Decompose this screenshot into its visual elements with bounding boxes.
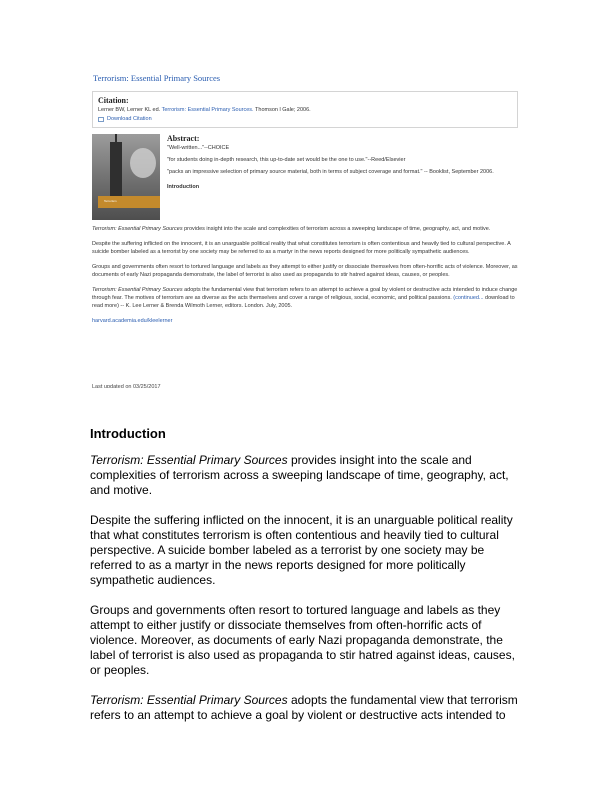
paragraph-text: download to read more) -- K. Lee Lerner & Brenda Wilmoth Lerner, editors. London. July, 2005. xyxy=(92,294,515,309)
citation-link[interactable]: Terrorism: Essential Primary Sources. xyxy=(161,107,254,113)
document-paragraph: Despite the suffering inflicted on the innocent, it is an unarguable political reality that what constitutes terrorism is often contentious and heavily tied to cultural perspective. A suicide bomber labeled as a terrorist by one society may be referred to as a martyr in the news reports designed for more politically sympathetic audiences. xyxy=(90,513,513,587)
citation-prefix: Lerner BW, Lerner KL ed. xyxy=(98,107,162,113)
download-citation-label[interactable]: Download Citation xyxy=(107,116,152,122)
abstract-quote: "packs an impressive selection of primary source material, both in terms of subject coverage and format." -- Booklist, September 2006. xyxy=(167,169,494,176)
book-title: Terrorism: Essential Primary Sources xyxy=(90,693,288,707)
author-profile-link[interactable]: harvard.academia.edu/kleelerner xyxy=(92,317,173,324)
document-paragraph xyxy=(90,453,520,498)
book-title: Terrorism: Essential Primary Sources xyxy=(92,226,183,232)
abstract-quote: "Well-written..."--CHOICE xyxy=(167,145,230,151)
book-title: Terrorism: Essential Primary Sources xyxy=(92,286,183,293)
cover-building xyxy=(110,142,122,204)
screenshot-paragraph: Groups and governments often resort to tortured language and labels as they attempt to either justify or dissociate themselves from often-horrific acts of violence. Moreover, as documents of early Nazi propaganda demonstrate, the label of terrorist is also used as propaganda to stir hatred against ideas, causes, or peoples. xyxy=(92,263,518,278)
screenshot-paragraph xyxy=(92,287,522,311)
abstract-section xyxy=(167,134,517,190)
document-heading: Introduction xyxy=(90,426,166,441)
document-paragraph: Groups and governments often resort to tortured language and labels as they attempt to either justify or dissociate themselves from often-horrific acts of violence. Moreover, as documents of early Nazi propaganda demonstrate, the label of terrorist is also used as propaganda to stir hatred against ideas, causes, or peoples. xyxy=(90,603,515,677)
book-cover-image xyxy=(92,134,160,220)
abstract-quote: "for students doing in-depth research, this up-to-date set would be the one to use."--Reed/Elsevier xyxy=(167,157,406,164)
screenshot-body xyxy=(92,226,522,326)
screenshot-paragraph xyxy=(92,226,522,234)
citation-heading: Citation: xyxy=(98,96,129,105)
paragraph-text: adopts the fundamental view that terrorism refers to an attempt to achieve a goal by violent or destructive acts intended to xyxy=(90,693,518,722)
paragraph-text: provides insight into the scale and complexities of terrorism across a sweeping landscape of time, geography, act, and motive. xyxy=(90,453,509,497)
document-body xyxy=(90,426,520,738)
download-citation-link[interactable] xyxy=(98,116,512,122)
abstract-heading: Abstract: xyxy=(167,134,200,143)
pdf-icon xyxy=(98,117,104,122)
document-paragraph xyxy=(90,693,520,723)
embedded-screenshot xyxy=(92,70,522,388)
paragraph-text: adopts the fundamental view that terrorism refers to an attempt to achieve a goal by violent or destructive acts intended to induce change through fear. The motives of terrorism are as diverse as the acts themselves and cover a range of religious, social, economic, and political passions. xyxy=(92,286,518,301)
abstract-intro-heading: Introduction xyxy=(167,184,200,191)
cover-smoke xyxy=(130,148,156,178)
continued-link[interactable]: (continued... xyxy=(453,294,484,301)
last-updated-text: Last updated on 03/25/2017 xyxy=(92,384,161,388)
citation-text xyxy=(98,107,512,113)
citation-suffix: Thomson l Gale; 2006. xyxy=(253,107,311,113)
cover-band-text: Terrorism xyxy=(104,199,117,203)
citation-box xyxy=(92,91,518,128)
book-title: Terrorism: Essential Primary Sources xyxy=(90,453,288,467)
screenshot-page-title[interactable]: Terrorism: Essential Primary Sources xyxy=(93,73,221,83)
paragraph-text: provides insight into the scale and complexities of terrorism across a sweeping landscape of time, geography, act, and motive. xyxy=(182,226,491,232)
screenshot-paragraph: Despite the suffering inflicted on the innocent, it is an unarguable political reality that what constitutes terrorism is often contentious and heavily tied to cultural perspective. A suicide bomber labeled as a terrorist by one society may be referred to as a martyr in the news reports designed for more politically sympathetic audiences. xyxy=(92,240,511,255)
